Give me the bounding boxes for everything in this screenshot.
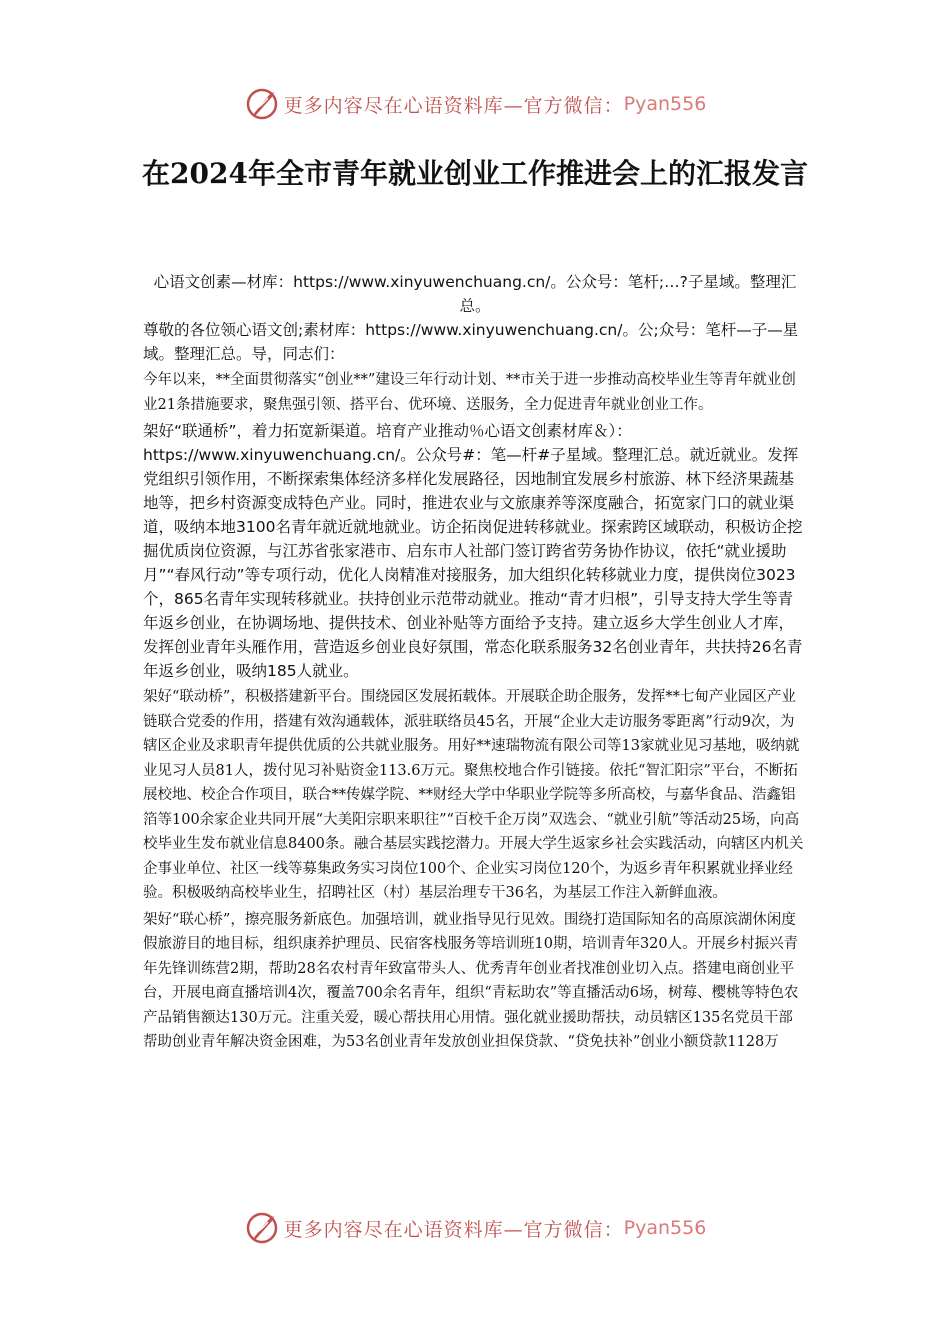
banner-wechat-id: Pyan556 — [623, 1217, 707, 1239]
header-note: 心语文创素—材库：https://www.xinyuwenchuang.cn/。公众号：笔杆;…?子星域。整理汇总。 — [153, 273, 797, 315]
footer-banner — [0, 1208, 950, 1248]
banner-text: 更多内容尽在心语资料库—官方微信： — [283, 94, 624, 117]
quill-logo-icon — [244, 1210, 280, 1246]
header-banner — [0, 84, 950, 124]
section-3-paragraph: 架好“联心桥”，擦亮服务新底色。加强培训，就业指导见行见效。围绕打造国际知名的高原滨湖休闲度假旅游目的地目标，组织康养护理员、民宿客栈服务等培训班10期，培训青年320人。开展乡村振兴青年先锋训练营2期，帮助28名农村青年致富带头人、优秀青年创业者找准创业切入点。搭建电商创业平台，开展电商直播培训4次，覆盖700余名青年，组织“青耘助农”等直播活动6场，树莓、樱桃等特色农产品销售额达130万元。注重关爱，暖心帮扶用心用情。强化就业援助帮扶，动员辖区135名党员干部帮助创业青年解决资金困难，为53名创业青年发放创业担保贷款、“贷免扶补”创业小额贷款1128万 — [143, 911, 799, 1050]
section-1-paragraph: 架好“联通桥”，着力拓宽新渠道。培育产业推动％心语文创素材库＆）：https://www.xinyuwenchuang.cn/。公众号#：笔—杆#子星域。整理汇总。就近就业。发挥党组织引领作用，不断探索集体经济多样化发展路径，因地制宜发展乡村旅游、林下经济果蔬基地等，把乡村资源变成特色产业。同时，推进农业与文旅康养等深度融合，拓宽家门口的就业渠道，吸纳本地3100名青年就近就地就业。访企拓岗促进转移就业。探索跨区域联动，积极访企挖掘优质岗位资源，与江苏省张家港市、启东市人社部门签订跨省劳务协作协议，依托“就业援助月”“春风行动”等专项行动，优化人岗精准对接服务，加大组织化转移就业力度，提供岗位3023个，865名青年实现转移就业。扶持创业示范带动就业。推动“青才归根”，引导支持大学生等青年返乡创业，在协调场地、提供技术、创业补贴等方面给予支持。建立返乡大学生创业人才库，发挥创业青年头雁作用，营造返乡创业良好氛围，常态化联系服务32名创业青年，共扶持26名青年返乡创业，吸纳185人就业。 — [143, 422, 803, 680]
banner-wechat-id: Pyan556 — [623, 93, 707, 115]
intro-paragraph: 今年以来，**全面贯彻落实“创业**”建设三年行动计划、**市关于进一步推动高校毕业生等青年就业创业21条措施要求，聚焦强引领、搭平台、优环境、送服务，全力促进青年就业创业工作。 — [143, 372, 796, 413]
greeting-paragraph: 尊敬的各位领心语文创;素材库：https://www.xinyuwenchuang.cn/。公;众号：笔杆—子—星域。整理汇总。导，同志们： — [143, 321, 799, 363]
section-2-paragraph: 架好“联动桥”，积极搭建新平台。围绕园区发展拓载体。开展联企助企服务，发挥**七甸产业园区产业链联合党委的作用，搭建有效沟通载体，派驻联络员45名，开展“企业大走访服务零距离”行动9次，为辖区企业及求职青年提供优质的公共就业服务。用好**速瑞物流有限公司等13家就业见习基地，吸纳就业见习人员81人，拨付见习补贴资金113.6万元。聚焦校地合作引链接。依托“智汇阳宗”平台，不断拓展校地、校企合作项目，联合**传媒学院、**财经大学中华职业学院等多所高校，与嘉华食品、浩鑫铝箔等100余家企业共同开展“大美阳宗职来职往”“百校千企万岗”双选会、“就业引航”等活动25场，向高校毕业生发布就业信息8400条。融合基层实践挖潜力。开展大学生返家乡社会实践活动，向辖区内机关企事业单位、社区一线等募集政务实习岗位100个、企业实习岗位120个，为返乡青年积累就业择业经验。积极吸纳高校毕业生，招聘社区（村）基层治理专干36名，为基层工作注入新鲜血液。 — [143, 689, 804, 901]
quill-logo-icon — [244, 86, 280, 122]
document-body — [143, 270, 807, 1055]
document-title: 在2024年全市青年就业创业工作推进会上的汇报发言 — [142, 157, 808, 190]
banner-text: 更多内容尽在心语资料库—官方微信： — [283, 1218, 624, 1241]
